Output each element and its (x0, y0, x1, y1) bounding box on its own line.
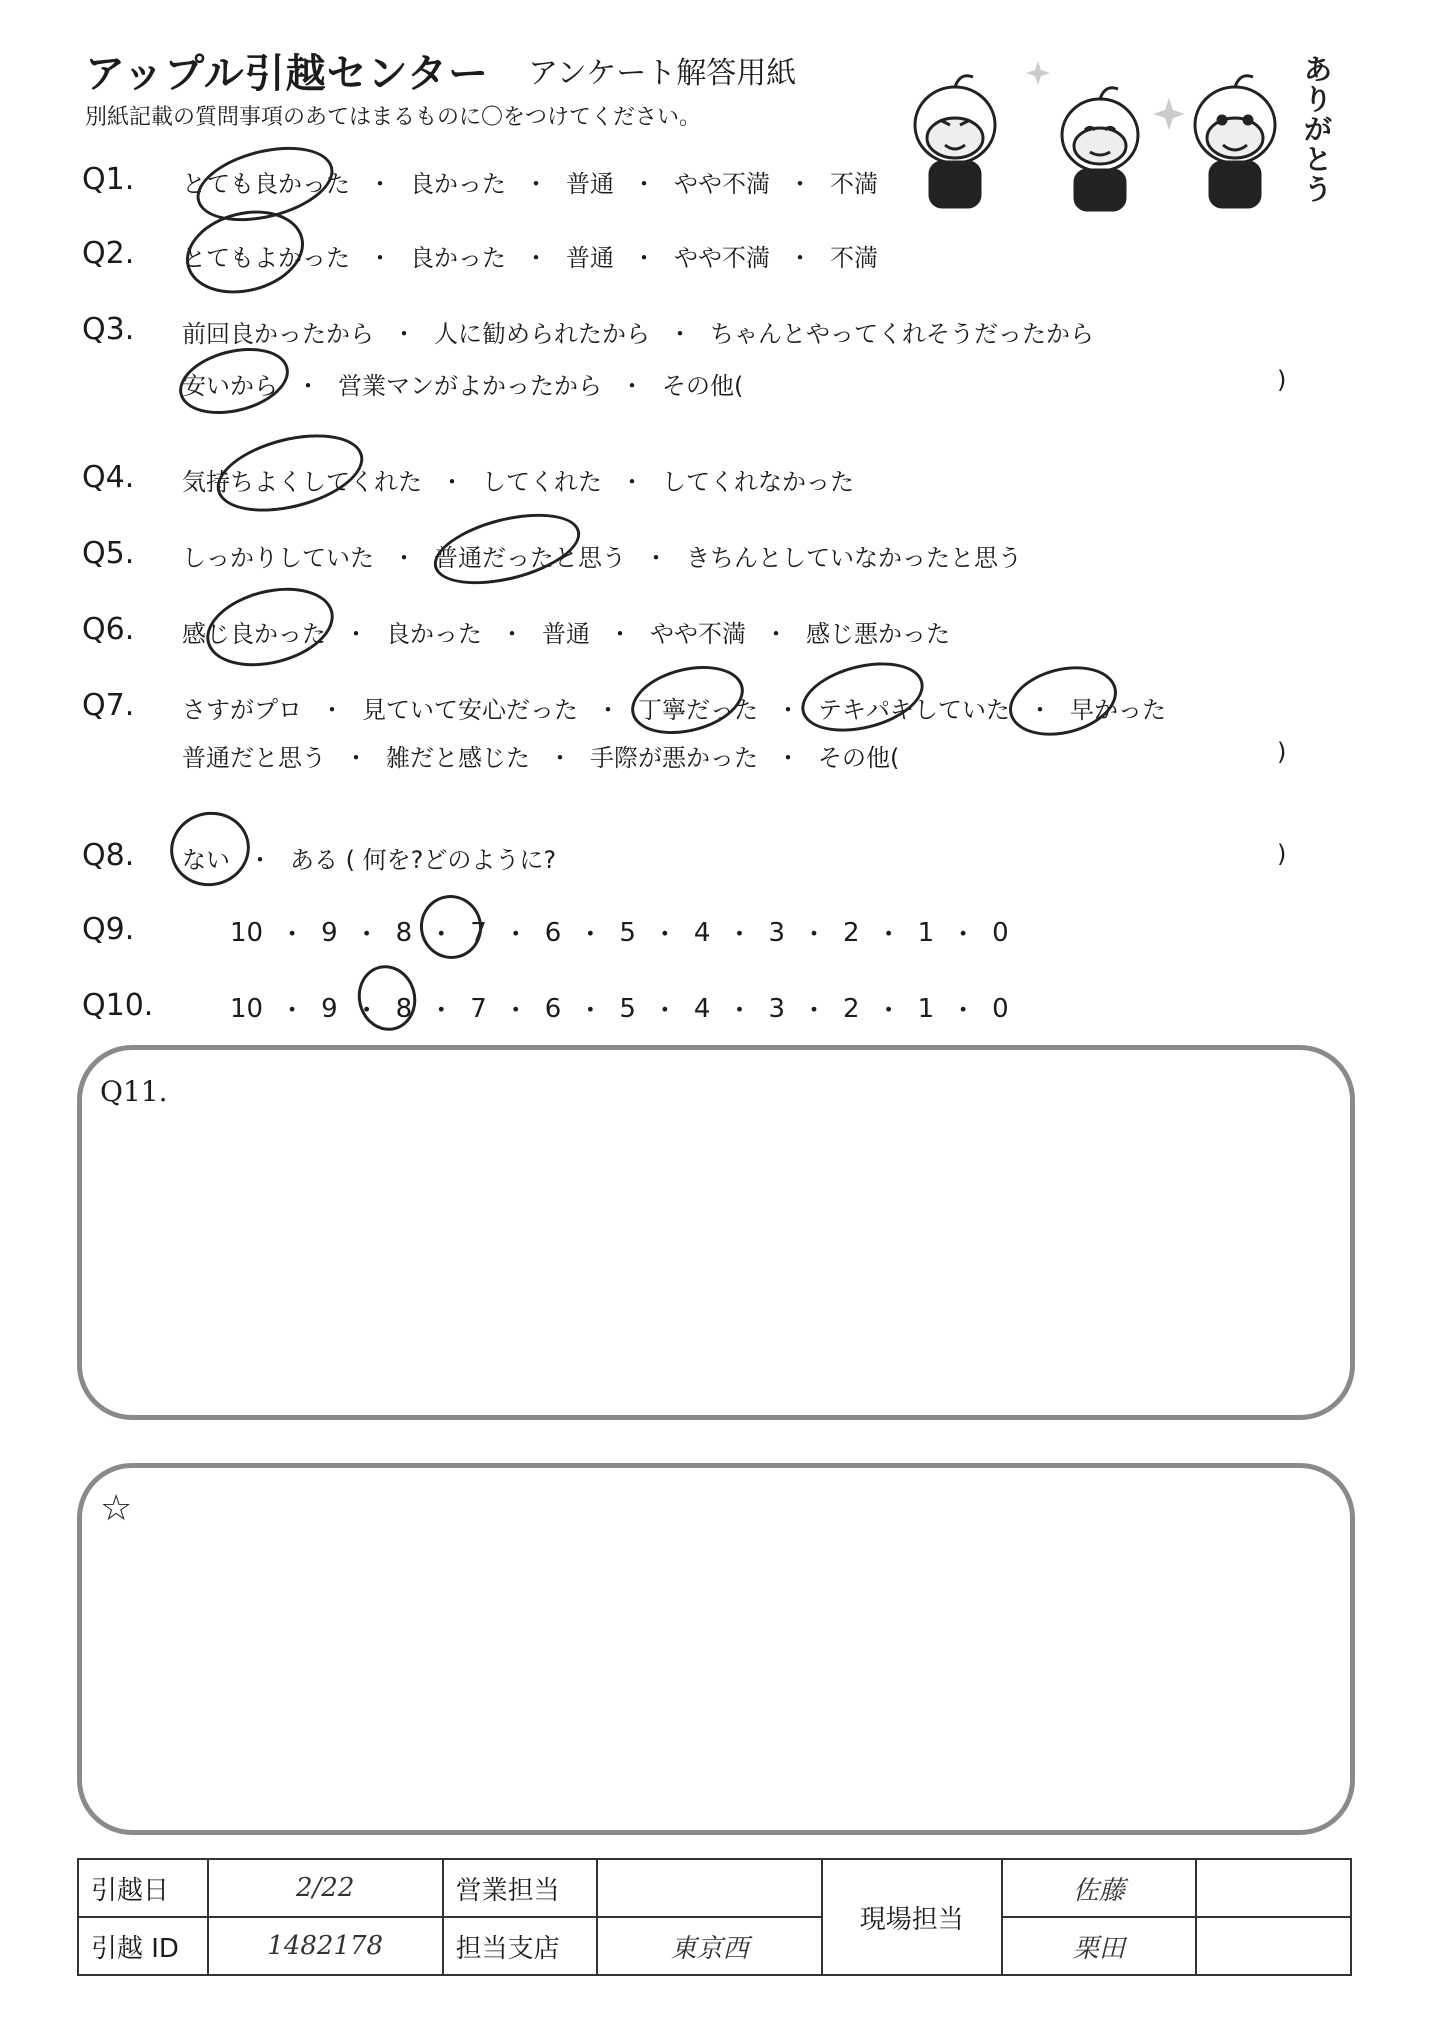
move-id-value: 1482178 (208, 1917, 443, 1975)
question-number: Q8. (82, 838, 135, 873)
q5-options: しっかりしていた ・ 普通だったと思う ・ きちんとしていなかったと思う (182, 538, 1022, 573)
q9-scale: 10 ・ 9 ・ 8 ・ 7 ・ 6 ・ 5 ・ 4 ・ 3 ・ 2 ・ 1 ・ 0 (230, 917, 1009, 950)
q5-option[interactable]: 普通だったと思う (434, 544, 626, 572)
q7-options-line-1: さすがプロ ・ 見ていて安心だった ・ 丁寧だった ・ テキパキしていた ・ 早かった (182, 690, 1166, 725)
document-title: アンケート解答用紙 (528, 56, 797, 91)
q10-score[interactable]: 8 (395, 993, 413, 1024)
q9-score[interactable]: 1 (917, 917, 935, 948)
q3-option[interactable]: ちゃんとやってくれそうだったから (710, 320, 1094, 348)
q10-score[interactable]: 2 (843, 993, 860, 1024)
q7-option[interactable]: さすがプロ (182, 696, 302, 724)
q7-option[interactable]: 早かった (1070, 696, 1166, 724)
q6-option[interactable]: やや不満 (650, 620, 746, 648)
q11-label: Q11. (100, 1075, 168, 1108)
q5-option[interactable]: しっかりしていた (182, 544, 374, 572)
move-id-label: 引越 ID (78, 1917, 208, 1975)
q7-option[interactable]: 見ていて安心だった (362, 696, 578, 724)
q8-options: ない ・ ある ( 何を?どのように? (182, 840, 556, 875)
brand-title: アップル引越センター (85, 51, 489, 97)
close-paren: ) (1277, 738, 1287, 766)
q10-score[interactable]: 4 (693, 993, 711, 1024)
monkey-mascot-icon (1195, 76, 1275, 207)
question-number: Q9. (82, 912, 135, 947)
sparkle-icon (1153, 98, 1185, 130)
q1-option[interactable]: やや不満 (674, 170, 770, 198)
q4-option[interactable]: してくれなかった (662, 468, 854, 496)
q7-option[interactable]: 手際が悪かった (590, 744, 758, 772)
q7-option[interactable]: テキパキしていた (818, 696, 1010, 724)
site-staff-value-2: 栗田 (1002, 1917, 1197, 1975)
q3-option[interactable]: 前回良かったから (182, 320, 374, 348)
sales-rep-label: 営業担当 (443, 1859, 598, 1917)
q6-option[interactable]: 感じ悪かった (806, 620, 950, 648)
free-comment-box[interactable] (77, 1463, 1355, 1835)
move-date-label: 引越日 (78, 1859, 208, 1917)
q6-options: 感じ良かった ・ 良かった ・ 普通 ・ やや不満 ・ 感じ悪かった (182, 614, 950, 649)
q1-option[interactable]: 不満 (830, 170, 878, 198)
q11-comment-box[interactable] (77, 1045, 1355, 1420)
q2-option[interactable]: やや不満 (674, 244, 770, 272)
question-number: Q7. (82, 688, 135, 723)
q7-option[interactable]: 普通だと思う (182, 744, 326, 772)
branch-value: 東京西 (597, 1917, 822, 1975)
empty-cell (1196, 1917, 1351, 1975)
q4-option[interactable]: してくれた (482, 468, 602, 496)
q1-option[interactable]: とても良かった (182, 170, 350, 198)
q9-score[interactable]: 0 (992, 917, 1009, 948)
empty-cell (1196, 1859, 1351, 1917)
q6-option[interactable]: 感じ良かった (182, 620, 326, 648)
q10-score[interactable]: 10 (230, 993, 264, 1024)
q4-options: 気持ちよくしてくれた ・ してくれた ・ してくれなかった (182, 462, 854, 497)
star-icon: ☆ (100, 1488, 133, 1529)
thanks-text: ありがとう (1303, 53, 1332, 206)
sales-rep-value (597, 1859, 822, 1917)
q9-score[interactable]: 5 (619, 917, 636, 948)
q10-score[interactable]: 6 (544, 993, 562, 1024)
close-paren: ) (1277, 840, 1287, 868)
q10-score[interactable]: 0 (992, 993, 1009, 1024)
question-number: Q4. (82, 460, 135, 495)
q10-score[interactable]: 1 (917, 993, 935, 1024)
q3-option[interactable]: 安いから (182, 372, 278, 400)
q1-option[interactable]: 良かった (410, 170, 506, 198)
q7-option[interactable]: 雑だと感じた (386, 744, 530, 772)
monkey-mascot-icon (1062, 88, 1138, 210)
q9-score[interactable]: 10 (230, 917, 264, 948)
staff-info-table (77, 1858, 1352, 1976)
question-number: Q5. (82, 536, 135, 571)
branch-label: 担当支店 (443, 1917, 598, 1975)
q2-option[interactable]: 良かった (410, 244, 506, 272)
move-date-value: 2/22 (208, 1859, 443, 1917)
q9-score[interactable]: 8 (395, 917, 413, 948)
q7-option[interactable]: その他( (818, 744, 900, 772)
q10-scale: 10 ・ 9 ・ 8 ・ 7 ・ 6 ・ 5 ・ 4 ・ 3 ・ 2 ・ 1 ・ 0 (230, 993, 1009, 1026)
q9-score[interactable]: 6 (544, 917, 562, 948)
question-number: Q10. (82, 988, 154, 1023)
q3-options-line-2: 安いから ・ 営業マンがよかったから ・ その他( (182, 366, 743, 401)
close-paren: ) (1277, 366, 1287, 394)
q9-score[interactable]: 2 (843, 917, 860, 948)
monkey-mascot-icon (915, 76, 995, 207)
q2-options: とてもよかった ・ 良かった ・ 普通 ・ やや不満 ・ 不満 (182, 238, 878, 273)
question-number: Q1. (82, 162, 135, 197)
q9-score[interactable]: 3 (768, 917, 786, 948)
sparkle-icon (1026, 61, 1050, 85)
q10-score[interactable]: 3 (768, 993, 786, 1024)
question-number: Q6. (82, 612, 135, 647)
site-staff-label: 現場担当 (822, 1859, 1002, 1975)
q6-option[interactable]: 良かった (386, 620, 482, 648)
q8-option[interactable]: ある ( 何を?どのように? (290, 846, 557, 874)
question-number: Q2. (82, 236, 135, 271)
question-number: Q3. (82, 312, 135, 347)
q1-option[interactable]: 普通 (566, 170, 614, 198)
q9-score[interactable]: 9 (321, 917, 338, 948)
q3-option[interactable]: 営業マンがよかったから (338, 372, 602, 400)
q4-option[interactable]: 気持ちよくしてくれた (182, 468, 422, 496)
q10-score[interactable]: 7 (470, 993, 487, 1024)
q3-option[interactable]: 人に勧められたから (434, 320, 650, 348)
q6-option[interactable]: 普通 (542, 620, 590, 648)
q7-options-line-2: 普通だと思う ・ 雑だと感じた ・ 手際が悪かった ・ その他( (182, 738, 899, 773)
site-staff-value-1: 佐藤 (1002, 1859, 1197, 1917)
q10-score[interactable]: 5 (619, 993, 636, 1024)
q3-option[interactable]: その他( (662, 372, 744, 400)
q8-option[interactable]: ない (182, 846, 230, 874)
q9-score[interactable]: 7 (470, 917, 487, 948)
q9-score[interactable]: 4 (693, 917, 711, 948)
q2-option[interactable]: とてもよかった (182, 244, 350, 272)
q7-option[interactable]: 丁寧だった (638, 696, 758, 724)
monkey-mascots-illustration (885, 50, 1335, 220)
q2-option[interactable]: 普通 (566, 244, 614, 272)
q10-score[interactable]: 9 (321, 993, 338, 1024)
instruction-text: 別紙記載の質問事項のあてはまるものに〇をつけてください。 (85, 105, 702, 130)
q3-options-line-1: 前回良かったから ・ 人に勧められたから ・ ちゃんとやってくれそうだったから (182, 314, 1094, 349)
q1-options: とても良かった ・ 良かった ・ 普通 ・ やや不満 ・ 不満 (182, 164, 878, 199)
q5-option[interactable]: きちんとしていなかったと思う (686, 544, 1022, 572)
q2-option[interactable]: 不満 (830, 244, 878, 272)
